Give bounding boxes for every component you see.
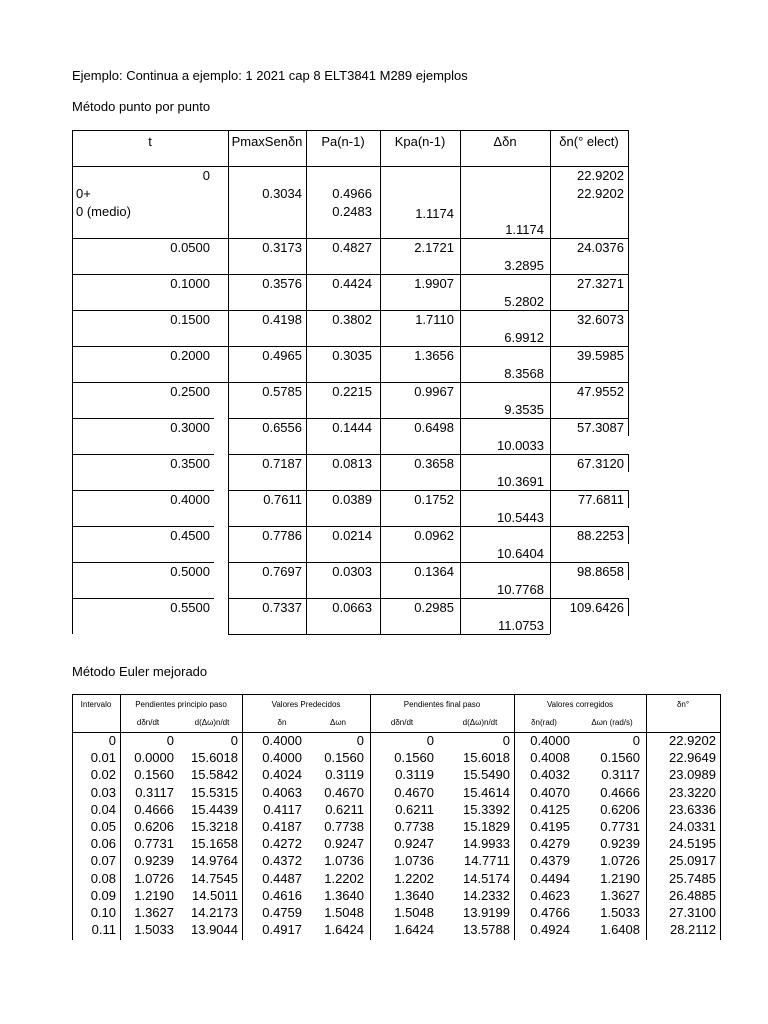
euler-cell: 15.6018	[191, 750, 238, 766]
euler-sub-header: d(Δω)n/dt	[194, 718, 230, 727]
kpa-medio: 1.1174	[415, 206, 454, 221]
row-pa: 0.0303	[332, 564, 372, 579]
header-delta-inc: Δδn	[493, 134, 517, 149]
euler-cell: 0	[632, 733, 640, 748]
table-gridline	[646, 694, 647, 940]
table-gridline	[628, 454, 629, 472]
euler-cell: 0.4670	[324, 784, 364, 800]
row-t: 0.4500	[170, 528, 210, 543]
euler-cell: 0.4008	[530, 750, 570, 766]
delta-zero: 22.9202	[577, 168, 624, 183]
euler-cell: 0.7738	[324, 819, 364, 834]
euler-cell: 0.4187	[262, 819, 302, 834]
euler-cell: 27.3100	[669, 905, 716, 920]
euler-cell: 0.07	[90, 853, 116, 869]
header-t: t	[148, 134, 152, 149]
table-gridline	[628, 598, 629, 616]
row-t: 0.5000	[170, 564, 210, 579]
euler-cell: 0.4616	[262, 887, 302, 903]
table-gridline	[628, 418, 629, 436]
euler-cell: 14.5011	[191, 887, 238, 903]
euler-cell: 14.7545	[191, 870, 238, 886]
euler-cell: 13.5788	[463, 922, 510, 938]
euler-cell: 14.2173	[191, 905, 238, 920]
row-delta: 24.0376	[577, 240, 624, 255]
table-gridline	[228, 562, 629, 563]
euler-sub-header: dδn/dt	[136, 718, 160, 727]
table-gridline	[628, 562, 629, 580]
row-pmax: 0.7187	[262, 456, 302, 471]
euler-cell: 1.6424	[394, 922, 434, 938]
example-title: Ejemplo: Continua a ejemplo: 1 2021 cap 8 ELT3841 M289 ejemplos	[72, 68, 468, 83]
euler-cell: 0.09	[90, 887, 116, 903]
row-delta-inc: 10.0033	[497, 438, 544, 453]
row-pa: 0.4827	[332, 240, 372, 255]
euler-cell: 0.02	[90, 767, 116, 783]
row-delta: 67.3120	[577, 456, 624, 471]
row-delta-inc: 5.2802	[504, 294, 544, 309]
euler-cell: 15.1658	[191, 836, 238, 852]
euler-cell: 1.5033	[600, 905, 640, 920]
euler-cell: 0.3119	[325, 767, 364, 783]
euler-cell: 26.4885	[669, 887, 716, 903]
euler-cell: 0.4000	[262, 733, 302, 748]
euler-cell: 15.3392	[463, 801, 510, 817]
header-pa: Pa(n-1)	[321, 134, 365, 149]
row-delta-inc: 9.3535	[504, 402, 544, 417]
row-t: 0.2500	[170, 384, 210, 399]
row-kpa: 0.3658	[414, 456, 454, 471]
row-delta: 27.3271	[577, 276, 624, 291]
euler-cell: 22.9649	[669, 750, 716, 766]
euler-cell: 1.3627	[600, 887, 640, 903]
euler-sub-header: d(Δω)n/dt	[462, 718, 498, 727]
table-gridline	[228, 418, 629, 419]
euler-group-header: Intervalo	[80, 700, 112, 709]
euler-cell: 1.0726	[134, 870, 174, 886]
euler-cell: 23.6336	[669, 801, 716, 817]
euler-cell: 0.1560	[134, 767, 174, 783]
table-gridline	[720, 694, 721, 940]
row-pmax: 0.7611	[263, 492, 302, 507]
row-pmax: 0.7337	[262, 600, 302, 615]
euler-cell: 0.6211	[325, 801, 364, 817]
row-kpa: 0.6498	[414, 420, 454, 435]
euler-cell: 22.9202	[669, 733, 716, 748]
row-delta-inc: 10.5443	[497, 510, 544, 525]
row-kpa: 0.1364	[414, 564, 454, 579]
euler-cell: 13.9199	[463, 905, 510, 920]
euler-cell: 0.3117	[135, 784, 174, 800]
row-delta-inc: 10.7768	[497, 582, 544, 597]
row-pmax: 0.3173	[262, 240, 302, 255]
euler-cell: 14.5174	[463, 870, 510, 886]
table-gridline	[72, 130, 629, 131]
row-pa: 0.1444	[332, 420, 372, 435]
euler-cell: 14.2332	[463, 887, 510, 903]
euler-cell: 15.1829	[463, 819, 510, 834]
euler-cell: 0.4032	[530, 767, 570, 783]
euler-cell: 0	[166, 733, 174, 748]
delta-inc-first: 1.1174	[505, 222, 544, 237]
euler-cell: 0.4766	[530, 905, 570, 920]
euler-cell: 0.4279	[530, 836, 570, 852]
pa-plus: 0.4966	[332, 186, 372, 201]
row-pmax: 0.4965	[262, 348, 302, 363]
header-delta: δn(° elect)	[559, 134, 619, 149]
row-delta-inc: 6.9912	[504, 330, 544, 345]
table-gridline	[628, 526, 629, 544]
table-gridline	[120, 694, 121, 940]
euler-cell: 0.7731	[600, 819, 640, 834]
euler-cell: 0.6206	[134, 819, 174, 834]
euler-cell: 0.4487	[262, 870, 302, 886]
table-gridline	[228, 454, 629, 455]
euler-cell: 0	[230, 733, 238, 748]
table-gridline	[72, 490, 214, 491]
table-gridline	[242, 694, 243, 940]
euler-sub-header: Δωn (rad/s)	[591, 718, 633, 727]
euler-cell: 0.4117	[263, 801, 302, 817]
row-kpa: 2.1721	[414, 240, 454, 255]
row-t: 0.4000	[170, 492, 210, 507]
row-pa: 0.3035	[332, 348, 372, 363]
row-pa: 0.2215	[332, 384, 372, 399]
row-pa: 0.4424	[332, 276, 372, 291]
euler-cell: 15.5842	[191, 767, 238, 783]
euler-cell: 14.9933	[463, 836, 510, 852]
delta-plus: 22.9202	[577, 186, 624, 201]
row-t: 0.0500	[170, 240, 210, 255]
euler-cell: 0.4000	[262, 750, 302, 766]
euler-cell: 0.4372	[262, 853, 302, 869]
euler-cell: 25.7485	[669, 870, 716, 886]
table-gridline	[228, 598, 629, 599]
row-kpa: 1.9907	[414, 276, 454, 291]
table-gridline	[72, 238, 629, 239]
row-kpa: 1.7110	[415, 312, 454, 327]
euler-cell: 0.6211	[395, 801, 434, 817]
euler-cell: 0.4924	[530, 922, 570, 938]
euler-cell: 0.04	[90, 801, 116, 817]
euler-cell: 0.4063	[262, 784, 302, 800]
table-gridline	[72, 526, 214, 527]
euler-cell: 0.4666	[134, 801, 174, 817]
euler-cell: 15.5490	[463, 767, 510, 783]
euler-cell: 0.06	[90, 836, 116, 852]
t-medio: 0 (medio)	[76, 204, 131, 219]
table-gridline	[72, 732, 721, 733]
table-gridline	[228, 526, 629, 527]
table-gridline	[514, 694, 515, 940]
row-delta: 57.3087	[577, 420, 624, 435]
row-delta-inc: 10.3691	[497, 474, 544, 489]
euler-cell: 0	[356, 733, 364, 748]
row-kpa: 0.1752	[414, 492, 454, 507]
table-gridline	[72, 694, 721, 695]
euler-cell: 0.7738	[394, 819, 434, 834]
pmax-plus: 0.3034	[262, 186, 302, 201]
euler-method-title: Método Euler mejorado	[72, 664, 208, 679]
row-t: 0.1000	[170, 276, 210, 291]
euler-cell: 23.3220	[669, 784, 716, 800]
row-pa: 0.0813	[332, 456, 372, 471]
euler-cell: 0.4670	[394, 784, 434, 800]
euler-cell: 1.2202	[394, 870, 434, 886]
row-kpa: 0.0962	[414, 528, 454, 543]
euler-cell: 1.0736	[394, 853, 434, 869]
row-pmax: 0.5785	[262, 384, 302, 399]
euler-cell: 0	[426, 733, 434, 748]
row-delta-inc: 10.6404	[497, 546, 544, 561]
row-pa: 0.0389	[332, 492, 372, 507]
euler-cell: 0.4024	[262, 767, 302, 783]
euler-cell: 1.2190	[134, 887, 174, 903]
euler-cell: 1.6424	[324, 922, 364, 938]
euler-cell: 0.05	[90, 819, 116, 834]
euler-cell: 1.5033	[134, 922, 174, 938]
euler-cell: 0.3119	[395, 767, 434, 783]
row-delta: 77.6811	[577, 492, 624, 507]
euler-cell: 0.3117	[601, 767, 640, 783]
euler-cell: 1.0726	[600, 853, 640, 869]
euler-cell: 0.4125	[530, 801, 570, 817]
euler-group-header: Valores Predecidos	[271, 700, 341, 709]
table-gridline	[72, 310, 629, 311]
row-pmax: 0.7697	[262, 564, 302, 579]
euler-group-header: Pendientes principio paso	[135, 700, 227, 709]
table-gridline	[72, 346, 629, 347]
row-pmax: 0.6556	[262, 420, 302, 435]
euler-cell: 1.0736	[324, 853, 364, 869]
euler-cell: 0.4917	[262, 922, 302, 938]
header-pmax: PmaxSenδn	[231, 134, 303, 149]
euler-cell: 14.9764	[191, 853, 238, 869]
euler-cell: 0.03	[90, 784, 116, 800]
euler-cell: 0.1560	[600, 750, 640, 766]
table-gridline	[72, 166, 629, 167]
euler-cell: 0.0000	[134, 750, 174, 766]
euler-cell: 1.5048	[324, 905, 364, 920]
row-delta: 32.6073	[577, 312, 624, 327]
row-kpa: 1.3656	[414, 348, 454, 363]
euler-sub-header: δn(rad)	[531, 718, 557, 727]
euler-cell: 0.9239	[134, 853, 174, 869]
euler-cell: 23.0989	[669, 767, 716, 783]
euler-cell: 1.3640	[324, 887, 364, 903]
euler-cell: 0.7731	[134, 836, 174, 852]
euler-cell: 0.4195	[530, 819, 570, 834]
row-pmax: 0.4198	[262, 312, 302, 327]
pa-medio: 0.2483	[332, 204, 372, 219]
point-method-title: Método punto por punto	[72, 99, 211, 114]
row-kpa: 0.2985	[414, 600, 454, 615]
row-pmax: 0.3576	[262, 276, 302, 291]
row-delta: 88.2253	[577, 528, 624, 543]
table-gridline	[228, 490, 629, 491]
euler-cell: 0.9247	[324, 836, 364, 852]
euler-cell: 1.2202	[324, 870, 364, 886]
euler-cell: 0.9239	[600, 836, 640, 852]
table-gridline	[370, 694, 371, 940]
euler-cell: 14.7711	[463, 853, 510, 869]
row-delta-inc: 3.2895	[504, 258, 544, 273]
euler-cell: 15.4439	[191, 801, 238, 817]
euler-cell: 0.4272	[262, 836, 302, 852]
euler-group-header: Valores corregidos	[546, 700, 614, 709]
euler-sub-header: dδn/dt	[390, 718, 414, 727]
euler-cell: 0	[108, 733, 116, 748]
euler-group-header: Pendientes final paso	[403, 700, 481, 709]
row-delta: 109.6426	[569, 600, 624, 615]
euler-cell: 1.2190	[600, 870, 640, 886]
row-delta: 47.9552	[577, 384, 624, 399]
t-plus: 0+	[76, 186, 91, 201]
euler-cell: 15.6018	[463, 750, 510, 766]
euler-group-header: δn°	[676, 700, 690, 709]
table-gridline	[72, 694, 73, 940]
header-kpa: Kpa(n-1)	[394, 134, 446, 149]
euler-table	[72, 694, 720, 944]
table-gridline	[628, 490, 629, 508]
table-gridline	[72, 418, 214, 419]
euler-cell: 13.9044	[191, 922, 238, 938]
euler-cell: 0.4666	[600, 784, 640, 800]
euler-cell: 0.1560	[394, 750, 434, 766]
euler-cell: 0.1560	[324, 750, 364, 766]
euler-cell: 15.5315	[191, 784, 238, 800]
row-delta-inc: 11.0753	[497, 618, 544, 633]
euler-cell: 1.6408	[600, 922, 640, 938]
row-t: 0.5500	[170, 600, 210, 615]
row-t: 0.3000	[170, 420, 210, 435]
euler-cell: 15.4614	[463, 784, 510, 800]
row-t: 0.2000	[170, 348, 210, 363]
euler-cell: 0.4623	[530, 887, 570, 903]
euler-cell: 25.0917	[669, 853, 716, 869]
t-zero: 0	[202, 168, 210, 183]
euler-cell: 0.4000	[530, 733, 570, 748]
table-gridline	[72, 562, 214, 563]
euler-sub-header: Δωn	[329, 718, 347, 727]
euler-cell: 28.2112	[669, 922, 716, 938]
euler-cell: 0.4759	[262, 905, 302, 920]
row-pa: 0.3802	[332, 312, 372, 327]
euler-sub-header: δn	[277, 718, 287, 727]
euler-cell: 0.10	[90, 905, 116, 920]
row-kpa: 0.9967	[414, 384, 454, 399]
euler-cell: 0.08	[90, 870, 116, 886]
euler-cell: 0.4379	[530, 853, 570, 869]
euler-cell: 0.9247	[394, 836, 434, 852]
euler-cell: 24.5195	[669, 836, 716, 852]
row-delta-inc: 8.3568	[504, 366, 544, 381]
euler-cell: 0	[502, 733, 510, 748]
euler-cell: 0.4070	[530, 784, 570, 800]
euler-cell: 1.5048	[394, 905, 434, 920]
row-t: 0.3500	[170, 456, 210, 471]
row-pmax: 0.7786	[262, 528, 302, 543]
euler-cell: 0.11	[91, 922, 116, 938]
table-gridline	[228, 634, 550, 635]
euler-cell: 1.3627	[134, 905, 174, 920]
row-delta: 39.5985	[577, 348, 624, 363]
euler-cell: 24.0331	[669, 819, 716, 834]
euler-cell: 15.3218	[191, 819, 238, 834]
row-pa: 0.0663	[332, 600, 372, 615]
euler-cell: 0.4494	[530, 870, 570, 886]
table-gridline	[72, 274, 629, 275]
point-by-point-table	[72, 130, 628, 634]
table-gridline	[72, 454, 214, 455]
row-delta: 98.8658	[577, 564, 624, 579]
table-gridline	[72, 598, 214, 599]
euler-cell: 1.3640	[394, 887, 434, 903]
euler-cell: 0.6206	[600, 801, 640, 817]
row-pa: 0.0214	[332, 528, 372, 543]
table-gridline	[72, 382, 629, 383]
row-t: 0.1500	[170, 312, 210, 327]
euler-cell: 0.01	[90, 750, 116, 766]
